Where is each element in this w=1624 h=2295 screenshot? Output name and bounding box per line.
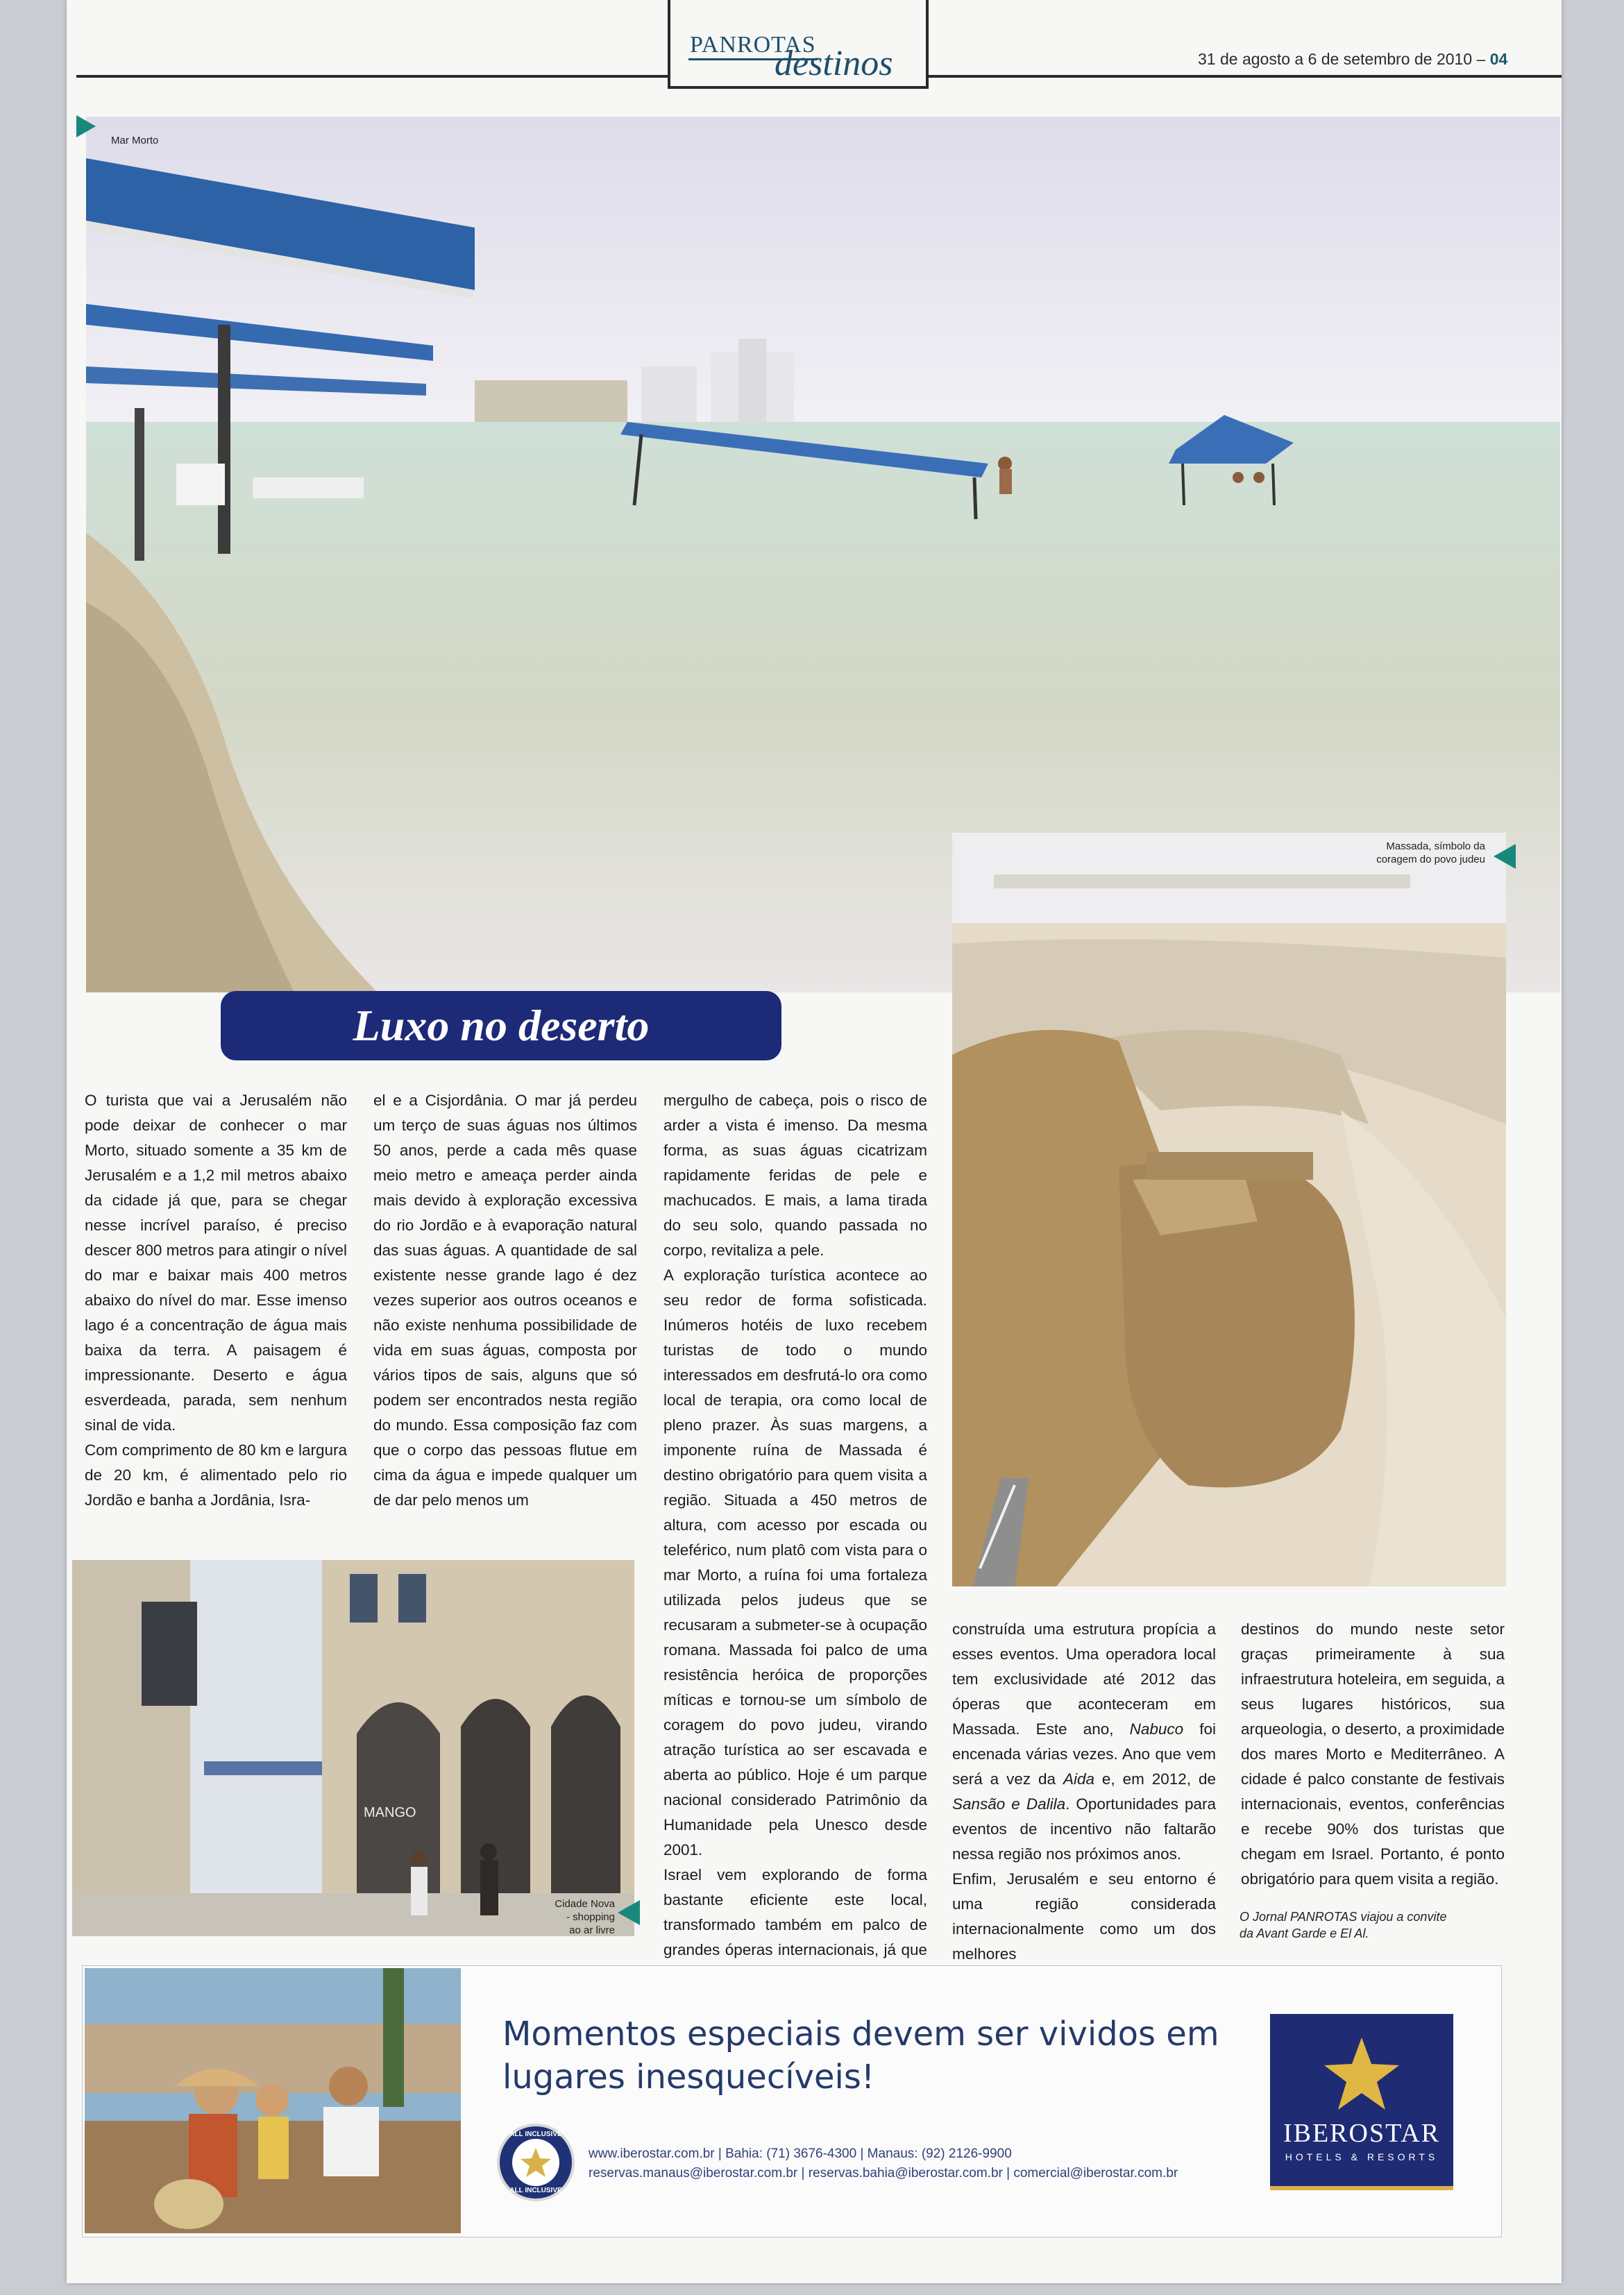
shopping-street-photo-drawing — [72, 1560, 634, 1936]
brand-box — [668, 0, 929, 89]
col3-paragraph-2: A exploração turística acontece ao seu redor de forma sofisticada. Inúmeros hotéis de luxo recebem turistas de todo o mundo interessados em desfrutá-lo ora como local de terapia, ora como local de pleno prazer. Às suas margens, a imponente ruína de Massada é destino obrigatório para quem visita a região. Situada a 450 metros de altura, com acesso por escada ou teleférico, num platô com vista para o mar Morto, a ruína foi uma fortaleza utilizada pelos judeus que se recusaram a submeter-se à ocupação romana. Massada foi palco de uma resistência heróica de proporções míticas e tornou-se um símbolo de coragem do povo judeu, virando atração turística ao ser escavada e aberta ao público. Hoje é um parque nacional considerado Patrimônio da Humanidade pela Unesco desde 2001. — [663, 1267, 927, 1858]
ad-contact — [589, 2144, 1178, 2183]
opera-nabuco: Nabuco — [1129, 1720, 1184, 1738]
article-column-2 — [373, 1088, 637, 1513]
date-dash: – — [1472, 50, 1490, 68]
caption-massada-line2: coragem do povo judeu — [1376, 854, 1485, 865]
credit-line2: da Avant Garde e El Al. — [1240, 1926, 1369, 1940]
credit-line1: O Jornal PANROTAS viajou a convite — [1240, 1910, 1447, 1924]
brand-panrotas: PANROTAS — [688, 32, 818, 60]
seal-top-text: ALL INCLUSIVE — [509, 2131, 562, 2138]
caption-city — [525, 1897, 615, 1937]
seal-center — [512, 2139, 559, 2186]
all-inclusive-seal — [497, 2124, 575, 2201]
family-beach-photo-drawing — [85, 1968, 461, 2233]
col5-paragraph-1: destinos do mundo neste setor graças primeiramente à sua infraestrutura hoteleira, em seguida, a seus lugares históricos, sua arqueologia, o deserto, a proximidade dos mares Morto e Mediterrâneo. A cidade é palco constante de festivais internacionais, eventos, conferências e recebe 90% dos turistas que chegam em Israel. Portanto, é ponto obrigatório para quem visita a região. — [1241, 1620, 1505, 1888]
family-beach-photo — [85, 1968, 461, 2233]
date-text: 31 de agosto a 6 de setembro de 2010 — [1198, 50, 1473, 68]
logo-name: IBEROSTAR — [1283, 2119, 1441, 2148]
caption-marker-city — [618, 1900, 640, 1925]
brand-destinos: destinos — [775, 44, 893, 83]
col4-paragraph-2: Enfim, Jerusalém e seu entorno é uma região considerada internacionalmente como um dos melhores — [952, 1870, 1216, 1963]
ad-contact-line2[interactable]: reservas.manaus@iberostar.com.br | reservas.bahia@iberostar.com.br | comercial@iberostar.com.br — [589, 2166, 1178, 2180]
shopping-street-photo — [72, 1560, 634, 1936]
col4-text-e: e, em 2012, de — [1094, 1770, 1217, 1788]
col4-text-g: . Oportunidades para eventos de incentivo não faltarão nessa região nos próximos anos. — [952, 1795, 1216, 1863]
article-column-5 — [1241, 1617, 1505, 1892]
caption-massada-line1: Massada, símbolo da — [1386, 840, 1485, 852]
col3-paragraph-1: mergulho de cabeça, pois o risco de arder a vista é imenso. Da mesma forma, as suas águas cicatrizam rapidamente feridas de pele e machucados. E mais, a lama tirada do seu solo, quando passada no corpo, revitaliza a pele. — [663, 1092, 927, 1259]
issue-date — [1198, 50, 1507, 69]
article-column-3 — [663, 1088, 927, 1988]
article-title: Luxo no deserto — [221, 991, 781, 1060]
ad-headline — [502, 2013, 1219, 2099]
caption-city-line3: ao ar livre — [569, 1924, 615, 1936]
masada-photo — [952, 833, 1506, 1586]
col3-paragraph-3: Israel vem explorando de forma bastante eficiente este local, transformado também em palco de grandes óperas internacionais, já que — [663, 1866, 927, 1958]
opera-sansao: Sansão e Dalila — [952, 1795, 1066, 1813]
col4-text-c: foi encenada várias vezes. Ano que vem será a vez da — [952, 1720, 1216, 1788]
ad-contact-line1[interactable]: www.iberostar.com.br | Bahia: (71) 3676-4300 | Manaus: (92) 2126-9900 — [589, 2146, 1012, 2161]
travel-credit — [1240, 1908, 1489, 1942]
caption-dead-sea: Mar Morto — [111, 135, 159, 146]
header-rule-left — [76, 75, 670, 78]
header-rule-right — [926, 75, 1562, 78]
col1-paragraph-2: Com comprimento de 80 km e largura de 20 km, é alimentado pelo rio Jordão e banha a Jordânia, Isra- — [85, 1441, 347, 1509]
caption-marker-top — [76, 115, 96, 137]
col1-paragraph-1: O turista que vai a Jerusalém não pode deixar de conhecer o mar Morto, situado somente a 35 km de Jerusalém e a 1,2 mil metros abaixo da cidade já que, para se chegar nesse incrível paraíso, é preciso descer 800 metros para atingir o nível do mar e baixar mais 400 metros abaixo do nível do mar. Esse imenso lago é a concentração de água mais baixa da terra. A paisagem é impressionante. Deserto e água esverdeada, parada, sem nenhum sinal de vida. — [85, 1092, 347, 1434]
ad-headline-line1: Momentos especiais devem ser vividos em — [502, 2015, 1219, 2053]
col4-text-a: construída uma estrutura propícia a esses eventos. Uma operadora local tem exclusividade até 2012 das óperas que aconteceram em Massada. Este ano, — [952, 1620, 1216, 1738]
opera-aida: Aida — [1063, 1770, 1095, 1788]
seal-bottom-text: ALL INCLUSIVE — [509, 2187, 562, 2194]
iberostar-logo[interactable] — [1270, 2014, 1453, 2190]
col4-paragraph-1 — [952, 1617, 1216, 1867]
article-column-4 — [952, 1617, 1216, 1967]
ad-headline-line2: lugares inesquecíveis! — [502, 2058, 875, 2097]
star-icon — [1270, 2028, 1453, 2125]
caption-city-line2: - shopping — [566, 1911, 615, 1923]
page-number: 04 — [1489, 50, 1508, 68]
caption-marker-massada — [1494, 844, 1516, 869]
caption-city-line1: Cidade Nova — [555, 1898, 615, 1910]
caption-massada — [1291, 840, 1485, 866]
logo-tagline: HOTELS & RESORTS — [1285, 2151, 1439, 2162]
masada-photo-drawing — [952, 833, 1506, 1586]
star-icon — [520, 2146, 552, 2178]
mango-sign: MANGO — [364, 1805, 416, 1820]
col2-paragraph-1: el e a Cisjordânia. O mar já perdeu um terço de suas águas nos últimos 50 anos, perde a cada mês quase meio metro e ameaça perder ainda mais devido à exploração excessiva do rio Jordão e à evaporação natural das suas águas. A quantidade de sal existente nesse grande lago é dez vezes superior aos outros oceanos e não existe nenhuma possibilidade de vida em suas águas, composta por vários tipos de sais, alguns que só podem ser encontrados nesta região do mundo. Essa composição faz com que o corpo das pessoas flutue em cima da água e impede qualquer um de dar pelo menos um — [373, 1092, 637, 1509]
article-column-1 — [85, 1088, 347, 1513]
